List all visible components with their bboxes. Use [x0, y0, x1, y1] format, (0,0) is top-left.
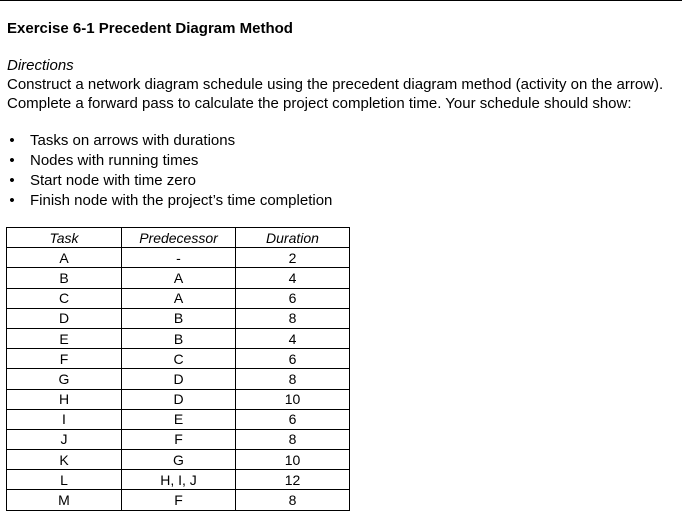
table-row	[7, 409, 350, 429]
cell-duration: 4	[236, 268, 350, 288]
cell-duration: 12	[236, 470, 350, 490]
table-row	[7, 268, 350, 288]
bullet-icon: •	[9, 152, 15, 169]
list-item	[7, 131, 332, 151]
table-row	[7, 288, 350, 308]
cell-task: J	[7, 429, 122, 449]
table-row	[7, 429, 350, 449]
cell-duration: 8	[236, 308, 350, 328]
cell-duration: 8	[236, 490, 350, 510]
cell-predecessor: D	[122, 369, 236, 389]
list-item	[7, 191, 332, 211]
list-item-text: Nodes with running times	[30, 152, 199, 169]
cell-predecessor: -	[122, 248, 236, 268]
cell-duration: 8	[236, 369, 350, 389]
cell-predecessor: B	[122, 308, 236, 328]
cell-duration: 4	[236, 328, 350, 348]
cell-duration: 2	[236, 248, 350, 268]
header-predecessor: Predecessor	[122, 228, 236, 248]
table-row	[7, 349, 350, 369]
cell-task: E	[7, 328, 122, 348]
cell-predecessor: F	[122, 490, 236, 510]
table-row	[7, 389, 350, 409]
cell-predecessor: A	[122, 268, 236, 288]
cell-predecessor: G	[122, 450, 236, 470]
cell-task: F	[7, 349, 122, 369]
list-item-text: Finish node with the project’s time completion	[30, 192, 333, 209]
list-item	[7, 151, 332, 171]
table-row	[7, 450, 350, 470]
table-header-row	[7, 228, 350, 248]
header-duration: Duration	[236, 228, 350, 248]
cell-task: B	[7, 268, 122, 288]
cell-task: I	[7, 409, 122, 429]
cell-predecessor: F	[122, 429, 236, 449]
cell-duration: 8	[236, 429, 350, 449]
table-row	[7, 308, 350, 328]
cell-duration: 6	[236, 409, 350, 429]
cell-predecessor: C	[122, 349, 236, 369]
cell-predecessor: H, I, J	[122, 470, 236, 490]
table-row	[7, 369, 350, 389]
header-task: Task	[7, 228, 122, 248]
cell-task: M	[7, 490, 122, 510]
table-row	[7, 328, 350, 348]
bullet-icon: •	[9, 172, 15, 189]
cell-duration: 6	[236, 349, 350, 369]
cell-task: C	[7, 288, 122, 308]
requirements-list	[7, 131, 332, 211]
cell-task: D	[7, 308, 122, 328]
cell-predecessor: E	[122, 409, 236, 429]
cell-predecessor: A	[122, 288, 236, 308]
cell-task: H	[7, 389, 122, 409]
cell-predecessor: B	[122, 328, 236, 348]
directions-heading: Directions	[7, 57, 74, 74]
cell-duration: 6	[236, 288, 350, 308]
cell-task: G	[7, 369, 122, 389]
cell-duration: 10	[236, 389, 350, 409]
task-table	[6, 227, 350, 511]
cell-predecessor: D	[122, 389, 236, 409]
cell-duration: 10	[236, 450, 350, 470]
table-row	[7, 490, 350, 510]
list-item-text: Tasks on arrows with durations	[30, 132, 236, 149]
cell-task: K	[7, 450, 122, 470]
table-row	[7, 248, 350, 268]
bullet-icon: •	[9, 192, 15, 209]
table-row	[7, 470, 350, 490]
bullet-icon: •	[9, 132, 15, 149]
page-title: Exercise 6-1 Precedent Diagram Method	[7, 20, 293, 37]
cell-task: L	[7, 470, 122, 490]
top-rule	[0, 0, 682, 1]
list-item-text: Start node with time zero	[30, 172, 196, 189]
cell-task: A	[7, 248, 122, 268]
list-item	[7, 171, 332, 191]
instructions-paragraph: Construct a network diagram schedule using the precedent diagram method (activity on the arrow). Complete a forward pass to calculate the project completion time. Your schedule should show:	[7, 76, 664, 112]
